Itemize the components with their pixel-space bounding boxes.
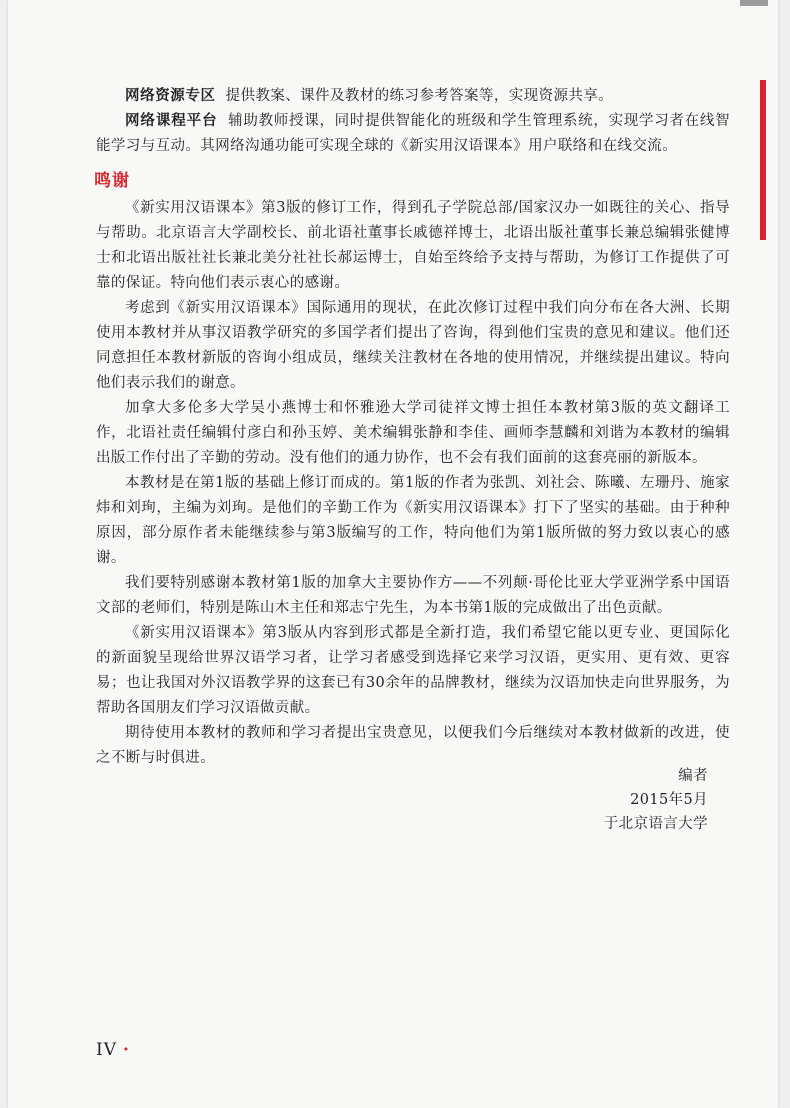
- paragraph-7: 期待使用本教材的教师和学习者提出宝贵意见，以便我们今后继续对本教材做新的改进，使之不断与时俱进。: [96, 725, 730, 766]
- resource-desc-2: 辅助教师授课，同时提供智能化的班级和学生管理系统，实现学习者在线智能学习与互动。其网络沟通功能可实现全球的《新实用汉语课本》用户联络和在线交流。: [96, 113, 730, 154]
- resource-term-1: 网络资源专区: [125, 88, 216, 104]
- corner-mark: [740, 0, 768, 6]
- page: [8, 0, 778, 1108]
- chapter-edge-tab: [760, 80, 766, 240]
- section-heading: 鸣谢: [94, 171, 130, 191]
- resource-item-1: [96, 84, 730, 109]
- paragraph-4: 本教材是在第1版的基础上修订而成的。第1版的作者为张凯、刘社会、陈曦、左珊丹、施家炜和刘珣，主编为刘珣。是他们的辛勤工作为《新实用汉语课本》打下了坚实的基础。由于种种原因，部分原作者未能继续参与第3版编写的工作，特向他们为第1版所做的努力致以衷心的感谢。: [96, 475, 730, 566]
- paragraph-1: 《新实用汉语课本》第3版的修订工作，得到孔子学院总部/国家汉办一如既往的关心、指导与帮助。北京语言大学副校长、前北语社董事长戚德祥博士，北语出版社董事长兼总编辑张健博士和北语出版社社长兼北美分社社长郝运博士，自始至终给予支持与帮助，为修订工作提供了可靠的保证。特向他们表示衷心的感谢。: [96, 200, 730, 291]
- resource-desc-1: 提供教案、课件及教材的练习参考答案等，实现资源共享。: [225, 88, 614, 104]
- signature-author: 编者: [678, 768, 708, 784]
- signature-date: 2015年5月: [630, 792, 708, 808]
- paragraph-2: 考虑到《新实用汉语课本》国际通用的现状，在此次修订过程中我们向分布在各大洲、长期使用本教材并从事汉语教学研究的多国学者们提出了咨询，得到他们宝贵的意见和建议。他们还同意担任本教材新版的咨询小组成员，继续关注教材在各地的使用情况，并继续提出建议。特向他们表示我们的谢意。: [96, 300, 730, 391]
- resource-term-2: 网络课程平台: [125, 113, 218, 129]
- paragraph-6: 《新实用汉语课本》第3版从内容到形式都是全新打造，我们希望它能以更专业、更国际化的新面貌呈现给世界汉语学习者，让学习者感受到选择它来学习汉语，更实用、更有效、更容易；也让我国对外汉语教学界的这套已有30余年的品牌教材，继续为汉语加快走向世界服务，为帮助各国朋友们学习汉语做贡献。: [96, 625, 730, 716]
- page-number-dot: ·: [123, 1040, 130, 1060]
- page-number: [96, 1040, 130, 1060]
- page-content: [96, 84, 730, 771]
- resource-item-2: [96, 109, 730, 159]
- page-number-text: IV: [96, 1040, 117, 1060]
- paragraph-5: 我们要特别感谢本教材第1版的加拿大主要协作方——不列颠·哥伦比亚大学亚洲学系中国语文部的老师们，特别是陈山木主任和郑志宁先生，为本书第1版的完成做出了出色贡献。: [96, 575, 730, 616]
- signature-block: [604, 764, 708, 836]
- paragraph-3: 加拿大多伦多大学吴小燕博士和怀雅逊大学司徒祥文博士担任本教材第3版的英文翻译工作，北语社责任编辑付彦白和孙玉婷、美术编辑张静和李佳、画师李慧麟和刘谐为本教材的编辑出版工作付出了辛勤的劳动。没有他们的通力协作，也不会有我们面前的这套亮丽的新版本。: [96, 400, 730, 466]
- signature-place: 于北京语言大学: [603, 816, 708, 832]
